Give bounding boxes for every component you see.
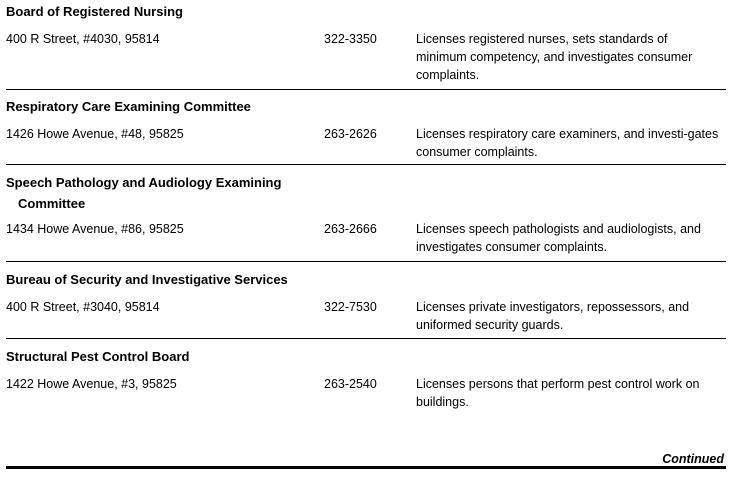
directory-entry — [6, 0, 726, 90]
entry-name: Respiratory Care Examining Committee — [6, 99, 251, 114]
entry-name-line2: Committee — [18, 196, 86, 211]
directory-entry — [6, 95, 726, 165]
entry-description: Licenses persons that perform pest control work on buildings. — [416, 377, 700, 409]
entry-phone: 322-3350 — [324, 32, 377, 46]
directory-entry — [6, 268, 726, 339]
entry-address: 1422 Howe Avenue, #3, 95825 — [6, 377, 177, 391]
entry-phone: 322-7530 — [324, 300, 377, 314]
entry-description: Licenses registered nurses, sets standards of minimum competency, and investigates consumer complaints. — [416, 32, 693, 82]
entry-name — [6, 172, 726, 214]
entry-name: Structural Pest Control Board — [6, 349, 190, 364]
footer-rule — [6, 466, 726, 469]
entry-phone: 263-2666 — [324, 222, 377, 236]
entry-phone: 263-2626 — [324, 127, 377, 141]
continued-label: Continued — [662, 452, 724, 466]
entry-name: Board of Registered Nursing — [6, 4, 183, 19]
directory-entry — [6, 171, 726, 262]
entry-address: 1434 Howe Avenue, #86, 95825 — [6, 222, 184, 236]
directory-entry — [6, 345, 726, 425]
entry-address: 400 R Street, #4030, 95814 — [6, 32, 160, 46]
entry-description: Licenses private investigators, repossessors, and uniformed security guards. — [416, 300, 690, 332]
entry-description: Licenses speech pathologists and audiologists, and investigates consumer complaints. — [416, 222, 701, 254]
entry-description: Licenses respiratory care examiners, and investi-gates consumer complaints. — [416, 127, 719, 159]
entry-phone: 263-2540 — [324, 377, 377, 391]
entry-address: 400 R Street, #3040, 95814 — [6, 300, 160, 314]
entry-address: 1426 Howe Avenue, #48, 95825 — [6, 127, 184, 141]
entry-name-line1: Speech Pathology and Audiology Examining — [6, 175, 282, 190]
entry-name: Bureau of Security and Investigative Services — [6, 272, 288, 287]
